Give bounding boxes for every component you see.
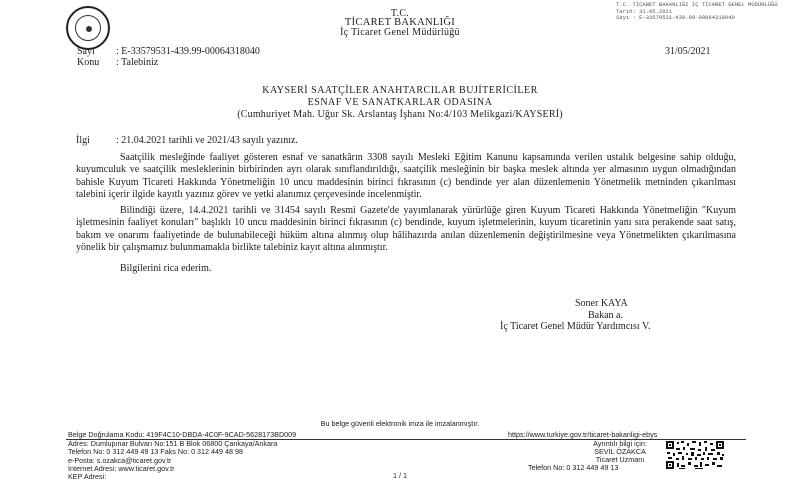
- page-number: 1 / 1: [393, 471, 407, 480]
- stamp-line: Tarih: 31.05.2021: [616, 7, 673, 15]
- addressee-line2: ESNAF VE SANATKARLAR ODASINA: [307, 97, 493, 108]
- verify-url[interactable]: https://www.turkiye.gov.tr/ticaret-bakanligi-ebys: [508, 430, 658, 439]
- contact-phone: Telefon No: 0 312 449 49 13: [528, 463, 619, 472]
- paragraph-1: Saatçilik mesleğinde faaliyet gösteren esnaf ve sanatkârın 3308 sayılı Mesleki Eğitim Kanunu kapsamında verilen ustalık belgesine sahip olduğu, kuyumculuk ve saatçilik mesleklerinin birbirinden ayrı olarak sınıflandırıldığı, saatçilik mesleğinin bir başka meslek altında yer almasının uygun olmadığından bahisle Kuyum Ticareti Hakkında Yönetmeliğin 10 uncu maddesinin birinci fıkrasının (c) bendinde yer alan düzenlemenin Yönetmelik metninden çıkarılması talebini içerir ilgide kayıtlı yazınız görev ve yetki alanımız çerçevesinde incelenmiştir.: [76, 152, 736, 201]
- konu-label: Konu: [77, 57, 100, 68]
- ilgi-label: İlgi: [76, 135, 90, 146]
- contact-heading: Ayrıntılı bilgi için:: [593, 439, 647, 448]
- signer-title1: Bakan a.: [588, 310, 623, 321]
- signer-name: Soner KAYA: [575, 298, 628, 309]
- footer-address: Adres: Dumlupınar Bulvarı No:151 B Blok 06800 Çankaya/Ankara: [68, 439, 278, 448]
- contact-name: SEVİL ÖZAKCA: [594, 447, 646, 456]
- paragraph-2: Bilindiği üzere, 14.4.2021 tarihli ve 31454 sayılı Resmi Gazete'de yayımlanarak yürürlüğe giren Kuyum Ticareti Hakkında Yönetmeliğin "Kuyum işletmesinin faaliyet konuları" başlıklı 10 uncu maddesinin birinci fıkrasının (c) bendinde, kuyum işletmelerinin, kuyum ticaretinin yanı sıra perakende saat satış, bakım ve onarımı faaliyetinde de bulunabileceği hüküm altına alınmış olup hâlihazırda anılan düzenlemenin değiştirilmesine veya Yönetmelikten çıkarılmasına yönelik bir çalışmamız bulunmamakla birlikte talebiniz kayıt altına alınmıştır.: [76, 205, 736, 254]
- addressee-line1: KAYSERİ SAATÇİLER ANAHTARCILAR BUJİTERİCİLER: [262, 85, 538, 96]
- ministry-seal-icon: [66, 6, 110, 50]
- document-date: 31/05/2021: [665, 46, 711, 57]
- addressee-line3: (Cumhuriyet Mah. Uğur Sk. Arslantaş İşhanı No:4/103 Melikgazi/KAYSERİ): [237, 109, 563, 120]
- sayi-label: Sayı: [77, 46, 95, 57]
- sayi-value: : E-33579531-439.99-00064318040: [116, 46, 260, 57]
- footer-kep: KEP Adresi:: [68, 472, 107, 481]
- esign-stamp: [616, 2, 796, 22]
- ilgi-value: : 21.04.2021 tarihli ve 2021/43 sayılı yazınız.: [116, 135, 298, 146]
- header-directorate: İç Ticaret Genel Müdürlüğü: [340, 27, 460, 38]
- konu-value: : Talebiniz: [116, 57, 159, 68]
- footer-phone: Telefon No: 0 312 449 49 13 Faks No: 0 312 449 48 98: [68, 447, 244, 456]
- verify-code: Belge Doğrulama Kodu: 419F4C10-DBDA-4C0F-9CAD-5628173BD009: [68, 430, 297, 439]
- esign-note: Bu belge güvenli elektronik imza ile imzalanmıştır.: [320, 419, 480, 428]
- paragraph-3: Bilgilerini rica ederim.: [120, 263, 212, 274]
- stamp-line: Sayı : E-33579531-439.99-00064318040: [616, 14, 735, 21]
- qr-code-icon: [665, 440, 725, 470]
- contact-title: Ticaret Uzmanı: [595, 455, 645, 464]
- header-ministry: TİCARET BAKANLIĞI: [344, 17, 456, 28]
- footer-web[interactable]: İnternet Adresi: www.ticaret.gov.tr: [68, 464, 175, 473]
- stamp-line: T.C. TİCARET BAKANLIĞI İÇ TİCARET GENEL MÜDÜRLÜĞÜ: [616, 1, 778, 8]
- footer-email[interactable]: e-Posta: s.ozakca@ticaret.gov.tr: [68, 456, 172, 465]
- header-tc: T.C.: [390, 8, 410, 19]
- signer-title2: İç Ticaret Genel Müdür Yardımcısı V.: [500, 321, 651, 332]
